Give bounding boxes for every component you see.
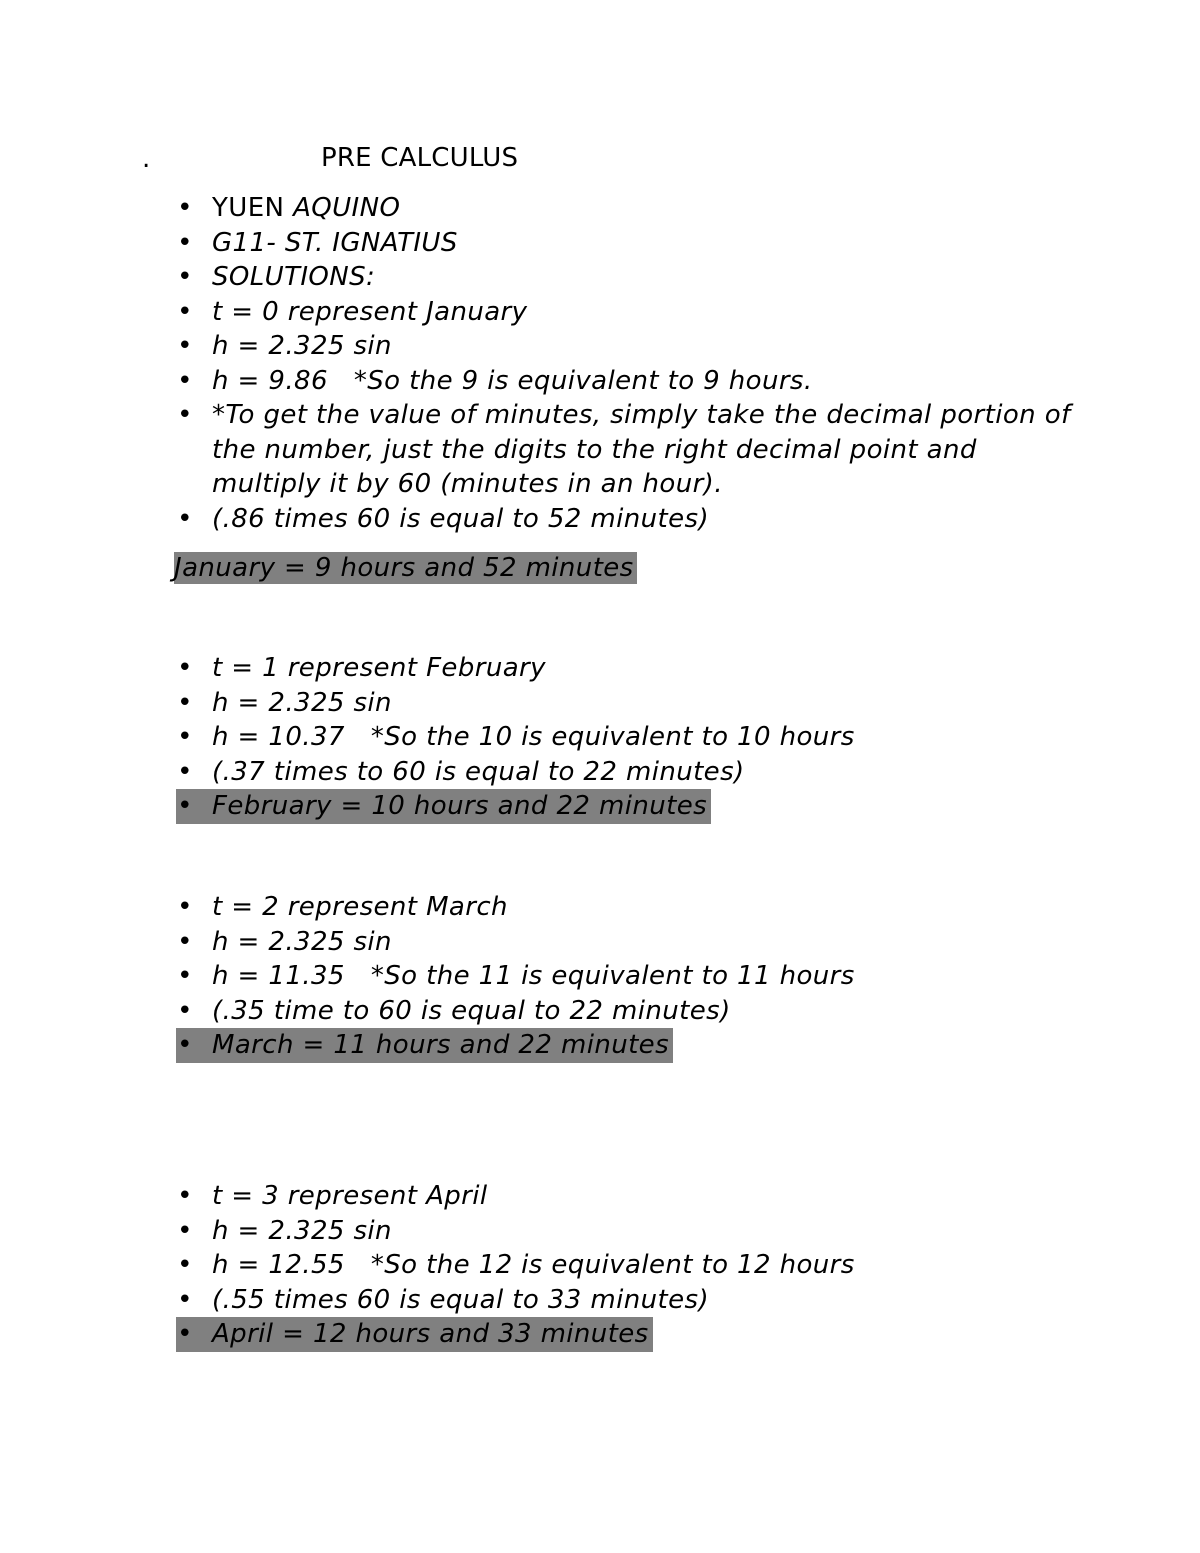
explanation-text: *To get the value of minutes, simply take the decimal portion of the number, just the digits to the right decimal point and multiply it by 60 (minutes in an hour). (212, 400, 1071, 499)
calc-line: (.35 time to 60 is equal to 22 minutes) (212, 995, 731, 1026)
bullet-icon: • (177, 791, 193, 821)
calc-line: (.86 times 60 is equal to 52 minutes) (212, 503, 709, 534)
bullet-icon: • (177, 1181, 193, 1211)
result-text: April = 12 hours and 33 minutes (212, 1319, 649, 1349)
h-line: h = 2.325 sin (212, 687, 392, 718)
bullet-icon: • (177, 296, 193, 327)
result-text: March = 11 hours and 22 minutes (212, 1030, 670, 1060)
result-text: February = 10 hours and 22 minutes (212, 791, 708, 821)
bullet-icon: • (177, 227, 193, 258)
t-line: t = 0 represent January (212, 296, 528, 327)
february-result (176, 789, 711, 824)
bullet-icon: • (177, 1215, 193, 1246)
bullet-icon: • (177, 722, 193, 752)
calc-line: (.55 times 60 is equal to 33 minutes) (212, 1284, 709, 1315)
h-line: h = 2.325 sin (212, 331, 392, 361)
value-line: h = 12.55 *So the 12 is equivalent to 12 hours (212, 1250, 855, 1280)
list-item-h-february (176, 686, 1076, 721)
value-line: h = 10.37 *So the 10 is equivalent to 10 hours (212, 722, 855, 752)
student-last-name: AQUINO (293, 193, 401, 223)
list-item-calc-april (176, 1283, 1076, 1318)
bullet-icon: • (177, 961, 193, 991)
bullet-icon: • (177, 262, 193, 292)
value-line: h = 11.35 *So the 11 is equivalent to 11 hours (212, 961, 855, 991)
january-list (176, 191, 1076, 536)
title-dot: . (142, 144, 151, 174)
bullet-icon: • (177, 1319, 193, 1349)
bullet-icon: • (177, 926, 193, 957)
bullet-icon: • (177, 892, 193, 922)
list-item-value-january (176, 364, 1076, 399)
april-list (176, 1179, 1076, 1352)
list-item-calc-february (176, 755, 1076, 790)
bullet-icon: • (177, 1250, 193, 1280)
list-item-value-april (176, 1248, 1076, 1283)
list-item-t-february (176, 651, 1076, 686)
april-result (176, 1317, 653, 1352)
list-item-t-april (176, 1179, 1076, 1214)
calc-line: (.37 times to 60 is equal to 22 minutes) (212, 756, 745, 787)
bullet-icon: • (177, 653, 193, 683)
page-title: PRE CALCULUS (321, 143, 519, 173)
february-list (176, 651, 1076, 824)
solutions-label: SOLUTIONS: (212, 262, 376, 292)
value-line: h = 9.86 *So the 9 is equivalent to 9 hours. (212, 365, 813, 396)
t-line: t = 1 represent February (212, 653, 546, 683)
bullet-icon: • (177, 365, 193, 396)
list-item-calc-january (176, 502, 1076, 537)
t-line: t = 2 represent March (212, 892, 508, 922)
bullet-icon: • (177, 995, 193, 1026)
bullet-icon: • (177, 400, 193, 430)
list-item-h-january (176, 329, 1076, 364)
bullet-icon: • (177, 331, 193, 361)
student-section: G11- ST. IGNATIUS (212, 227, 458, 258)
list-item-name (176, 191, 1076, 226)
student-first-name: YUEN (212, 193, 294, 223)
list-item-value-february (176, 720, 1076, 755)
h-line: h = 2.325 sin (212, 926, 392, 957)
list-item-t-january (176, 295, 1076, 330)
list-item-t-march (176, 890, 1076, 925)
t-line: t = 3 represent April (212, 1181, 488, 1211)
list-item-calc-march (176, 994, 1076, 1029)
january-result: January = 9 hours and 52 minutes (174, 552, 637, 584)
march-list (176, 890, 1076, 1063)
list-item-solutions (176, 260, 1076, 295)
h-line: h = 2.325 sin (212, 1215, 392, 1246)
list-item-section (176, 226, 1076, 261)
list-item-h-april (176, 1214, 1076, 1249)
bullet-icon: • (177, 1030, 193, 1060)
list-item-value-march (176, 959, 1076, 994)
list-item-explanation (176, 398, 1076, 502)
bullet-icon: • (177, 1284, 193, 1315)
bullet-icon: • (177, 756, 193, 787)
march-result (176, 1028, 673, 1063)
bullet-icon: • (177, 687, 193, 718)
list-item-h-march (176, 925, 1076, 960)
bullet-icon: • (177, 193, 193, 223)
bullet-icon: • (177, 503, 193, 534)
